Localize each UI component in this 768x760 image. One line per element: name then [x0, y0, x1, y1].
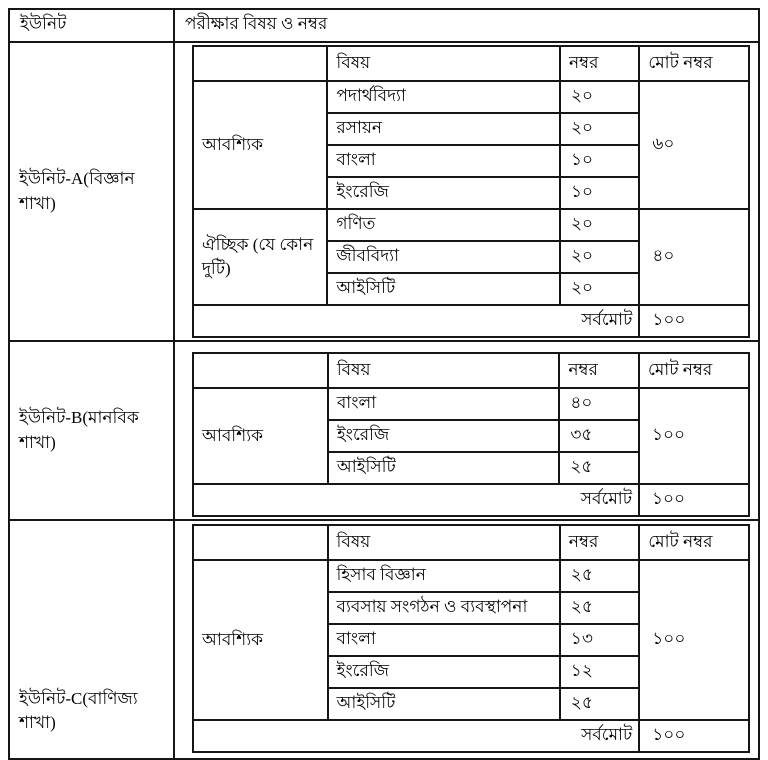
inner-header-row [193, 46, 749, 81]
subject-cell: বাংলা [328, 624, 560, 656]
subject-cell: আইসিটি [328, 452, 560, 484]
marks-cell: ২৫ [560, 688, 639, 720]
unit-b-body-cell [174, 341, 759, 520]
unit-b-marks-table [192, 352, 750, 517]
group-label-optional: ঐচ্ছিক (যে কোন দুটি) [193, 209, 327, 305]
inner-header-row [193, 353, 749, 388]
inner-header-row [193, 525, 749, 560]
subject-column-header: বিষয় [327, 46, 560, 81]
unit-a-marks-table [192, 45, 750, 338]
subject-cell: রসায়ন [327, 113, 560, 145]
marks-column-header: নম্বর [559, 353, 639, 388]
marks-cell: ২০ [560, 81, 639, 113]
group-total-cell: ৪০ [639, 209, 749, 305]
marks-cell: ২০ [560, 113, 639, 145]
subject-cell: ইংরেজি [328, 420, 560, 452]
group-total-cell: ৬০ [639, 81, 749, 209]
marks-cell: ২০ [560, 273, 639, 305]
grand-total-label: সর্বমোট [193, 720, 639, 752]
marks-cell: ২৫ [560, 560, 639, 592]
marks-column-header: নম্বর [560, 525, 639, 560]
grand-total-value: ১০০ [639, 484, 749, 516]
subject-cell: ইংরেজি [327, 177, 560, 209]
marks-cell: ৩৫ [559, 420, 639, 452]
subject-row [193, 560, 749, 592]
unit-row-a [9, 42, 759, 341]
marks-cell: ২০ [560, 209, 639, 241]
subject-row [193, 209, 749, 241]
grand-total-row [193, 720, 749, 752]
subject-cell: ইংরেজি [328, 656, 560, 688]
group-label-compulsory: আবশ্যিক [193, 81, 327, 209]
marks-cell: ১০ [560, 145, 639, 177]
subject-cell: পদার্থবিদ্যা [327, 81, 560, 113]
group-total-cell: ১০০ [639, 560, 749, 720]
unit-row-b [9, 341, 759, 520]
grand-total-value: ১০০ [639, 720, 749, 752]
exam-subjects-column-header: পরীক্ষার বিষয় ও নম্বর [174, 9, 759, 42]
total-marks-column-header: মোট নম্বর [639, 525, 749, 560]
subject-column-header: বিষয় [328, 525, 560, 560]
subject-cell: হিসাব বিজ্ঞান [328, 560, 560, 592]
group-total-cell: ১০০ [639, 388, 749, 484]
grand-total-row [193, 484, 749, 516]
group-column-header-empty [193, 353, 328, 388]
grand-total-label: সর্বমোট [193, 484, 639, 516]
subject-column-header: বিষয় [328, 353, 560, 388]
total-marks-column-header: মোট নম্বর [639, 353, 749, 388]
grand-total-row [193, 305, 749, 337]
total-marks-column-header: মোট নম্বর [639, 46, 749, 81]
group-column-header-empty [193, 525, 328, 560]
unit-c-body-cell [174, 520, 759, 759]
marks-cell: ২০ [560, 241, 639, 273]
marks-cell: ৪০ [559, 388, 639, 420]
table-header-row [9, 9, 759, 42]
unit-c-marks-table [192, 524, 750, 753]
unit-row-c [9, 520, 759, 759]
admission-marks-table [8, 8, 760, 760]
grand-total-label: সর্বমোট [193, 305, 639, 337]
subject-cell: আইসিটি [328, 688, 560, 720]
subject-row [193, 81, 749, 113]
grand-total-value: ১০০ [639, 305, 749, 337]
unit-a-label: ইউনিট-A(বিজ্ঞান শাখা) [9, 42, 174, 341]
unit-b-label: ইউনিট-B(মানবিক শাখা) [9, 341, 174, 520]
subject-row [193, 388, 749, 420]
subject-cell: বাংলা [328, 388, 560, 420]
subject-cell: আইসিটি [327, 273, 560, 305]
group-label-compulsory: আবশ্যিক [193, 388, 328, 484]
marks-cell: ২৫ [560, 592, 639, 624]
marks-column-header: নম্বর [560, 46, 639, 81]
marks-cell: ১০ [560, 177, 639, 209]
marks-cell: ১৩ [560, 624, 639, 656]
unit-a-body-cell [174, 42, 759, 341]
subject-cell: বাংলা [327, 145, 560, 177]
unit-c-label: ইউনিট-C(বাণিজ্য শাখা) [9, 520, 174, 759]
group-label-compulsory: আবশ্যিক [193, 560, 328, 720]
subject-cell: গণিত [327, 209, 560, 241]
group-column-header-empty [193, 46, 327, 81]
subject-cell: ব্যবসায় সংগঠন ও ব্যবস্থাপনা [328, 592, 560, 624]
subject-cell: জীববিদ্যা [327, 241, 560, 273]
marks-cell: ২৫ [559, 452, 639, 484]
marks-cell: ১২ [560, 656, 639, 688]
unit-column-header: ইউনিট [9, 9, 174, 42]
